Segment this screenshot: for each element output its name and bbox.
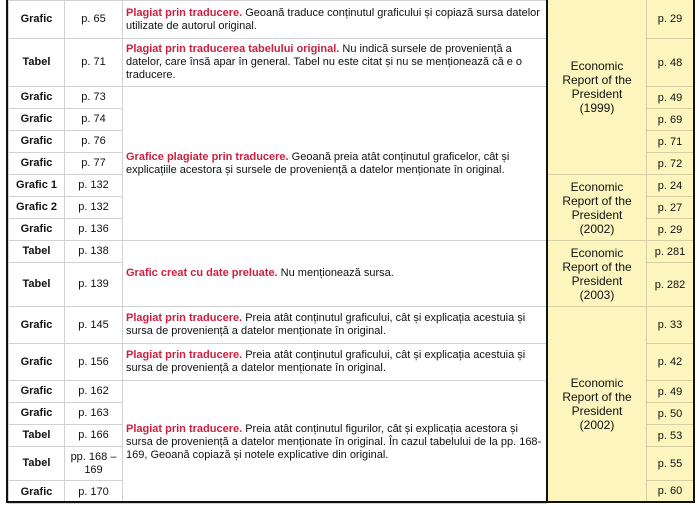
row-description xyxy=(123,1,547,39)
item-type: Grafic xyxy=(9,153,65,175)
table-row xyxy=(9,241,547,263)
item-page: p. 138 xyxy=(65,241,123,263)
item-type: Grafic 1 xyxy=(9,175,65,197)
report-name-line: President xyxy=(571,404,623,418)
report-page: p. 281 xyxy=(647,240,693,262)
item-page: p. 132 xyxy=(65,197,123,219)
item-page: p. 170 xyxy=(65,481,123,504)
verdict-text: Nu menționează sursa. xyxy=(277,267,394,279)
item-page: p. 71 xyxy=(65,39,123,87)
item-page: p. 132 xyxy=(65,175,123,197)
table-row xyxy=(9,344,547,381)
item-page: p. 73 xyxy=(65,87,123,109)
source-report xyxy=(548,174,646,240)
item-page: pp. 168 – 169 xyxy=(65,447,123,481)
report-name-line: Report of the xyxy=(562,259,632,274)
source-reports-panel xyxy=(546,0,695,503)
merged-description-b xyxy=(123,241,547,307)
item-type: Tabel xyxy=(9,447,65,481)
report-page: p. 72 xyxy=(647,152,693,174)
verdict-text: Preia atât conținutul figurilor, cât și explicația acestora și sursa de proveniență a datelor menționate în original. În cazul tabelului de la pp. 168-169, Geoană copiază și notele explicative din original. xyxy=(126,422,542,461)
item-type: Grafic xyxy=(9,403,65,425)
report-name-line: Economic xyxy=(570,376,624,390)
row-description xyxy=(123,344,547,381)
report-name-line: Report of the xyxy=(562,390,632,404)
item-page: p. 139 xyxy=(65,263,123,307)
verdict-text: Preia atât conținutul graficului, cât și explicația acestuia și sursa de proveniență a datelor menționate în original. xyxy=(126,349,526,374)
item-page: p. 77 xyxy=(65,153,123,175)
item-type: Tabel xyxy=(9,39,65,87)
item-page: p. 166 xyxy=(65,425,123,447)
table-row xyxy=(9,39,547,87)
item-page: p. 65 xyxy=(65,1,123,39)
verdict-highlight: Plagiat prin traducere. xyxy=(126,6,243,19)
verdict-highlight: Plagiat prin traducerea tabelului original. xyxy=(126,43,340,55)
report-pages-column xyxy=(646,0,693,501)
item-page: p. 163 xyxy=(65,403,123,425)
report-year: (2002) xyxy=(579,221,615,236)
report-page: p. 49 xyxy=(647,86,693,108)
source-report xyxy=(548,0,646,174)
item-page: p. 156 xyxy=(65,344,123,381)
item-type: Grafic xyxy=(9,131,65,153)
report-page: p. 53 xyxy=(647,424,693,446)
report-page: p. 49 xyxy=(647,380,693,402)
item-page: p. 145 xyxy=(65,307,123,344)
item-page: p. 162 xyxy=(65,381,123,403)
report-name-line: President xyxy=(571,273,623,288)
merged-description-a xyxy=(123,87,547,241)
item-type: Grafic xyxy=(9,87,65,109)
report-page: p. 69 xyxy=(647,108,693,130)
source-report xyxy=(548,306,646,501)
row-description xyxy=(123,39,547,87)
report-name-line: Report of the xyxy=(562,73,632,87)
verdict-text: Geoană preia atât conținutul graficelor, cât și explicațiile acestora și sursele de proveniență a datelor menționate în original. xyxy=(126,150,510,176)
verdict-highlight: Grafice plagiate prin traducere. xyxy=(126,150,289,163)
table-row xyxy=(9,307,547,344)
table-row xyxy=(9,87,547,109)
item-page: p. 74 xyxy=(65,109,123,131)
item-type: Grafic xyxy=(9,344,65,381)
report-page: p. 29 xyxy=(657,13,683,25)
verdict-highlight: Plagiat prin traducere. xyxy=(126,349,243,361)
report-page: p. 27 xyxy=(647,196,693,218)
item-type: Grafic xyxy=(9,307,65,344)
report-page: p. 48 xyxy=(647,38,693,86)
item-type: Tabel xyxy=(9,241,65,263)
item-type: Grafic xyxy=(9,109,65,131)
report-page: p. 50 xyxy=(647,402,693,424)
report-name-line: Economic xyxy=(570,179,624,194)
verdict-highlight: Plagiat prin traducere. xyxy=(126,312,243,324)
report-page: p. 42 xyxy=(647,343,693,380)
verdict-text: Geoană traduce conținutul graficului și copiază sursa datelor utilizate de autorul original. xyxy=(126,6,540,32)
item-type: Grafic 2 xyxy=(9,197,65,219)
report-page: p. 60 xyxy=(647,480,693,501)
report-page: p. 55 xyxy=(647,446,693,480)
report-page: p. 282 xyxy=(647,262,693,306)
report-page: p. 24 xyxy=(647,174,693,196)
merged-description-c xyxy=(123,381,547,504)
report-page: p. 33 xyxy=(647,306,693,343)
item-type: Tabel xyxy=(9,263,65,307)
verdict-highlight: Grafic creat cu date preluate. xyxy=(126,267,278,279)
verdict-highlight: Plagiat prin traducere. xyxy=(126,422,243,435)
report-name-line: Economic xyxy=(570,245,624,260)
plagiarism-table xyxy=(8,0,547,504)
report-page: p. 29 xyxy=(647,218,693,240)
report-name-line: President xyxy=(571,87,623,101)
report-name-line: Economic xyxy=(570,59,624,73)
table-bottom-border xyxy=(6,501,546,503)
item-type: Grafic xyxy=(9,481,65,504)
item-type: Tabel xyxy=(9,425,65,447)
report-year: (2003) xyxy=(579,287,615,302)
verdict-text: Nu indică sursele de proveniență a datelor, care însă apar în general. Tabel nu este citat și nu se menționează că e o traducere. xyxy=(126,43,523,81)
item-type: Grafic xyxy=(9,219,65,241)
report-year: (1999) xyxy=(579,101,615,115)
table-row xyxy=(9,381,547,403)
report-name-line: Report of the xyxy=(562,193,632,208)
verdict-text: Preia atât conținutul graficului, cât și explicația acestuia și sursa de proveniență a datelor menționate în original. xyxy=(126,312,526,337)
table-row xyxy=(9,1,547,39)
report-year: (2002) xyxy=(579,418,615,432)
item-type: Grafic xyxy=(9,1,65,39)
source-report xyxy=(548,240,646,306)
report-page: p. 71 xyxy=(647,130,693,152)
row-description xyxy=(123,307,547,344)
report-name-line: President xyxy=(571,207,623,222)
item-type: Grafic xyxy=(9,381,65,403)
item-page: p. 136 xyxy=(65,219,123,241)
item-page: p. 76 xyxy=(65,131,123,153)
